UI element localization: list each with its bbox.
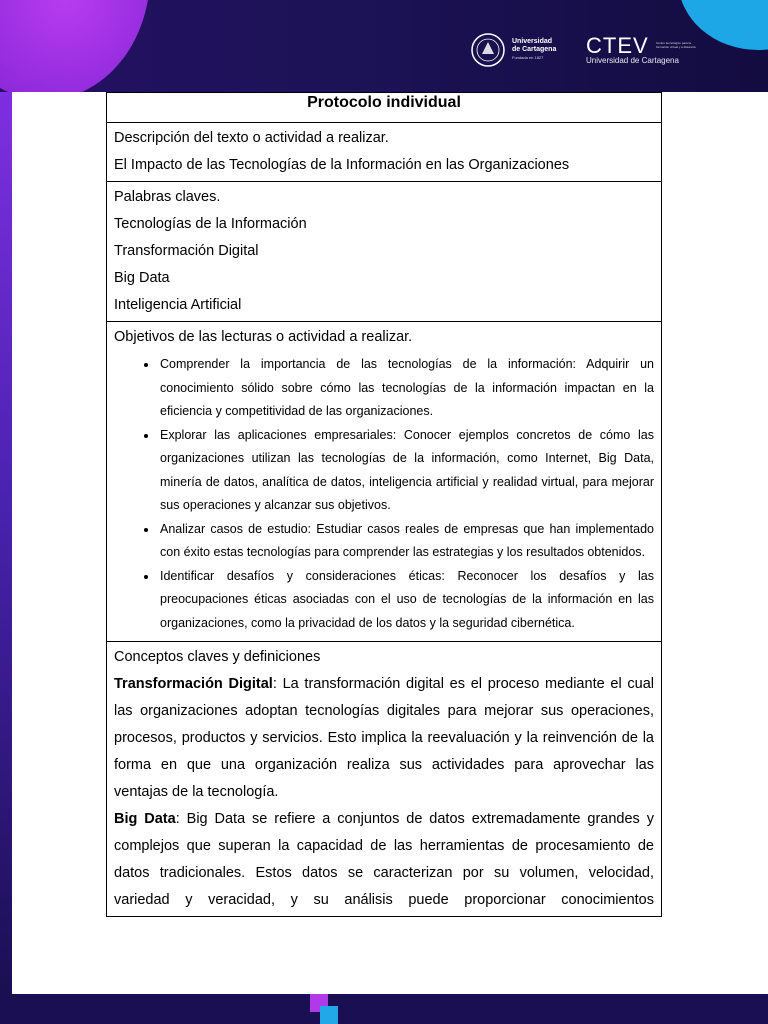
definition-term: Big Data [114,811,176,827]
definition-text: : Big Data se refiere a conjuntos de datos extremadamente grandes y complejos que superan la capacidad de las herramientas de procesamiento de datos tradicionales. Estos datos se caracterizan por su volumen, velocidad, variedad y veracidad, y su análisis puede proporcionar conocimientos [114,811,654,908]
udc-name-line2: de Cartagena [512,46,557,53]
definition-big-data [114,806,654,914]
activity-title: El Impacto de las Tecnologías de la Información en las Organizaciones [114,157,570,173]
definition-transformacion-digital [114,671,654,806]
keyword-item: Inteligencia Artificial [114,297,242,313]
ctev-subtitle: Universidad de Cartagena [586,56,679,65]
ctev-tagline: Centro tecnológico para la formación virtual y a distancia [656,41,696,49]
section-heading: Objetivos de las lecturas o actividad a realizar. [114,329,413,345]
objectives-list [114,353,654,635]
ctev-wordmark: CTEV [586,33,649,58]
protocol-title: Protocolo individual [107,93,662,123]
footer-cyan-square [320,1006,338,1024]
objective-item: • Analizar casos de estudio: Estudiar casos reales de empresas que han implementado con éxito estas tecnologías para comprender las estrategias y los resultados obtenidos. [158,518,654,565]
definition-term: Transformación Digital [114,676,273,692]
ctev-logo [586,33,696,66]
keyword-item: Tecnologías de la Información [114,216,307,232]
page-footer [0,994,768,1024]
left-accent-bar [0,92,12,994]
objective-item: • Identificar desafíos y consideraciones éticas: Reconocer los desafíos y las preocupaciones éticas asociadas con el uso de tecnologías de la información en las organizaciones, como la privacidad de los datos y la seguridad cibernética. [158,565,654,636]
objective-item: • Explorar las aplicaciones empresariales: Conocer ejemplos concretos de cómo las organizaciones utilizan las tecnologías de la información, como Internet, Big Data, minería de datos, analítica de datos, inteligencia artificial y realidad virtual, para mejorar sus operaciones y alcanzar sus objetivos. [158,424,654,518]
page-header [0,0,768,92]
section-description [107,123,662,182]
keyword-item: Transformación Digital [114,243,259,259]
udc-tagline: Fundada en 1827 [512,55,544,60]
udc-name-line1: Universidad [512,38,553,45]
section-concepts [107,642,662,917]
section-heading: Conceptos claves y definiciones [114,649,321,665]
section-heading: Descripción del texto o actividad a realizar. [114,130,389,146]
section-objectives [107,322,662,642]
universidad-name [512,38,556,62]
university-seal-icon [470,32,506,68]
section-heading: Palabras claves. [114,189,221,205]
protocol-table [106,92,662,917]
keyword-item: Big Data [114,270,170,286]
header-purple-shape [0,0,150,92]
objective-item: • Comprender la importancia de las tecnologías de la información: Adquirir un conocimiento sólido sobre cómo las tecnologías de la información impactan en la eficiencia y competitividad de las organizaciones. [158,353,654,424]
definition-text: : La transformación digital es el proceso mediante el cual las organizaciones adoptan tecnologías digitales para mejorar sus operaciones, procesos, productos y servicios. Esto implica la reevaluación y la reinvención de la forma en que una organización realiza sus actividades para aprovechar las ventajas de la tecnología. [114,676,654,800]
section-keywords [107,182,662,322]
universidad-logo [470,32,556,68]
